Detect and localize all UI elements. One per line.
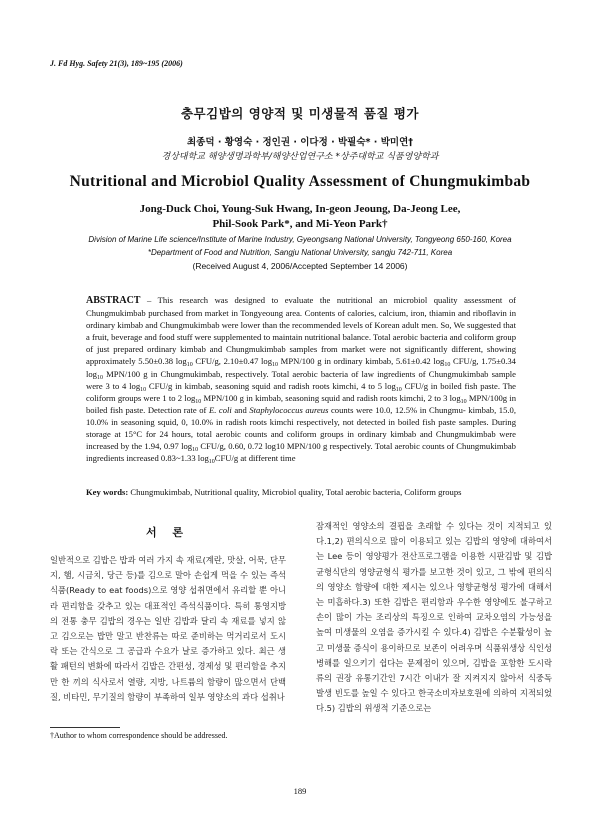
page-number: 189	[293, 786, 307, 796]
abstract: ABSTRACT – This research was designed to evaluate the nutritional an microbiol quality assessment of Chungmukimbab purchased from market in Tongyeoung area. Contents of calories, calcium, iron, thiamin and riboflavin in ordinary kimbab and Chungmukimbab were lower than the recommended levels of Korean adult men. So, We suggested that a fruit, beverage and food stuff were supplemented to maintain nutritional balance. Total aerobic bacteria and coliform group of just prepared ordinary kimbab and Chungmukimbab samples from market were not significantly different, showing approximately 5.50±0.38 $\log_{10} CFU/g$, 2.10±0.47 $\log_{10} MPN/100$ g in ordinary kimbab, 5.61±0.42 $\log_{10} CFU/g$, 1.75±0.34 $\log_{10} MPN/100$ g in Chungmukimbab, respectively. Total aerobic bacteria of law ingredients of Chungmukimbab sample were 3 to 4 $\log_{10} CFU/g$ in kimbab, seasoning squid and radish roots kimchi, 4 to 5 $\log_{10} CFU/g$ in boiled fish paste. The coliform groups were 1 to 2 $\log_{10} MPN/100$ g in kimbab, seasoning squid and radish roots kimchi, 2 to 3 $\log_{10} MPN/100g$ in boiled fish paste. Detection rate of E. coli and Staphylococcus aureus counts were 10.0, 12.5% in Chungmu- kimbab, 15.0, 10.0% in seasoning squid, 0, 10.0% in radish roots kimchi respectively, not detected in boiled fish paste samples. During storage at 15°C for 24 hours, total aerobic counts and coliform groups in ordinary kimbab and Chungmukimbab were increased by the 1.94, 0.97 $\log_{10} CFU/g$, 0.60, 0.72 log10 MPN/100 g respectively. Total aerobic counts of Chungmukimbab ingredients increased 0.83~1.33 $\log_{10}CFU/g$ at different time	[86, 295, 516, 466]
body-text-right-column: 잠재적인 영양소의 결핍을 초래할 수 있다는 것이 지적되고 있다.1,2) 편의식으로 많이 이용되고 있는 김밥의 영양에 대하여서는 Lee 등이 영양평가 전산프로그램을 이용한 시판김밥 및 김밥균형식단의 영양균형식 평가를 보고한 것이 있고, 그 밖에 편의식의 영양소 함량에 대한 제시는 있으나 영향균형성 평가에 대해서는 미흡하다.3) 또한 김밥은 편리함과 우수한 영양에도 불구하고 손이 많이 가는 조리상의 특징으로 인하여 교차오염의 가능성을 높여 미생물의 오염을 증가시킬 수 있다.4) 김밥은 수분활성이 높고 미생물 증식이 용이하므로 보존이 어려우며 식품위생상 식인성 병해를 일으키기 쉽다는 문제점이 있으며, 김밥을 포함한 도시락류의 권장 유통기간인 7시간 이내가 잘 지켜지지 않아서 식중독 발생 빈도를 높일 수 있다고 한국소비자보호원에 의하여 지적되었다.5) 김밥의 위생적 기준으로는	[316, 521, 552, 714]
journal-citation: J. Fd Hyg. Safety 21(3), 189~195 (2006)	[50, 59, 183, 68]
abstract-label: ABSTRACT	[86, 295, 141, 306]
korean-authors: 최종덕 · 황영숙 · 정인권 · 이다정 · 박필숙* · 박미연†	[186, 137, 414, 148]
received-dates: (Received August 4, 2006/Accepted September 14 2006)	[192, 261, 408, 271]
english-affiliation-1: Division of Marine Life science/Institute of Marine Industry, Gyeongsang National University, Tongyeong 650-160, Korea	[88, 235, 512, 244]
keywords-list: Chungmukimbab, Nutritional quality, Microbiol quality, Total aerobic bacteria, Coliform groups	[128, 487, 462, 497]
english-title: Nutritional and Microbiol Quality Assessment of Chungmukimbab	[69, 173, 531, 190]
korean-title: 충무김밥의 영양적 및 미생물적 품질 평가	[180, 106, 420, 121]
correspondence-footnote: †Author to whom correspondence should be addressed.	[50, 731, 228, 740]
section-title-introduction: 서 론	[145, 526, 190, 539]
body-text-left-column: 일반적으로 김밥은 밥과 여러 가지 속 재료(계란, 맛살, 어묵, 단무지, 햄, 시금치, 당근 등)를 김으로 말아 손쉽게 먹을 수 있는 즉석식품(Ready to eat foods)으로 영양 섭취면에서 유리할 뿐 아니라 편리함을 갖추고 있는 대표적인 즉석식품이다. 특히 통영지방의 전통 충무 김밥의 경우는 일반 김밥과 달리 속 재료를 넣지 않고 김으로는 밥만 말고 반찬류는 따로 준비하는 먹거리로서 도시락 또는 간식으로 그 공급과 수요가 날로 증가하고 있다. 최근 생활 패턴의 변화에 따라서 김밥은 간편성, 경제성 및 편리함을 추지만 한 끼의 식사로서 열량, 지방, 나트륨의 함량이 많으면서 단백질, 비타민, 무기질의 함량이 부족하여 일부 영양소의 과다 섭취나	[50, 555, 286, 702]
keywords	[86, 487, 516, 497]
keywords-label: Key words:	[86, 487, 129, 497]
footnote-divider	[50, 727, 120, 728]
english-authors-line1: Jong-Duck Choi, Young-Suk Hwang, In-geon Jeoung, Da-Jeong Lee,	[139, 203, 461, 215]
korean-affiliation: 경상대학교 해양생명과학부/해양산업연구소 *상주대학교 식품영양학과	[161, 152, 439, 162]
english-authors-line2: Phil-Sook Park*, and Mi-Yeon Park†	[212, 218, 388, 230]
english-affiliation-2: *Department of Food and Nutrition, Sangju National University, sangju 742-711, Korea	[147, 248, 453, 257]
